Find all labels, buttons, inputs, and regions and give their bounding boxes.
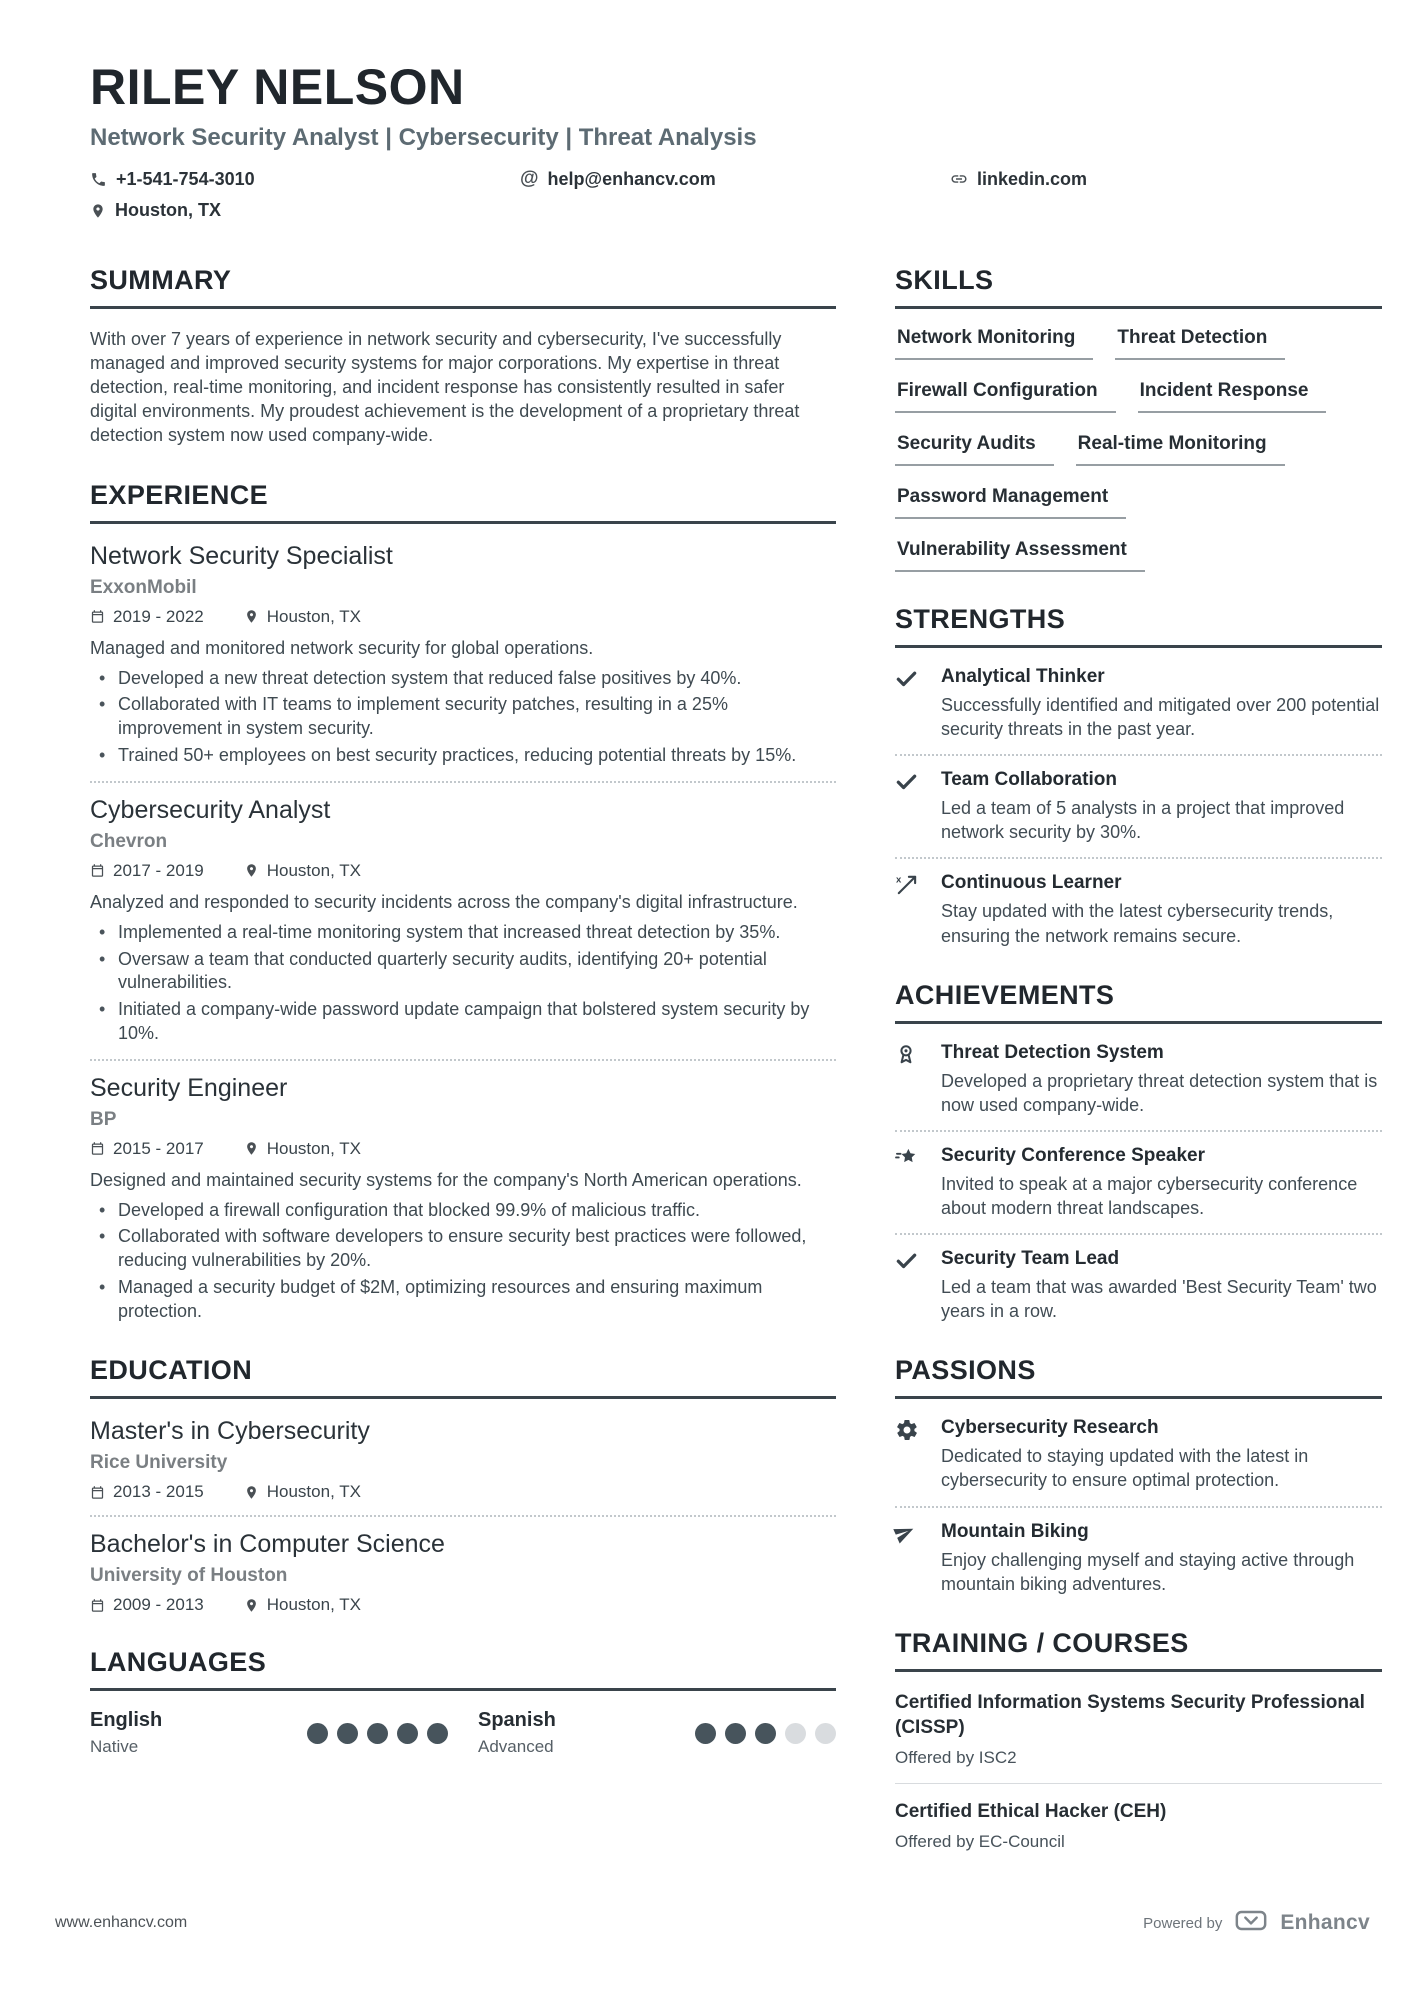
calendar-icon	[90, 1141, 105, 1156]
check-icon	[895, 1248, 941, 1323]
job-description: Managed and monitored network security for global operations.	[90, 637, 594, 658]
location-pin-icon	[244, 1598, 259, 1613]
bullet: • Managed a security budget of $2M, optimizing resources and ensuring maximum protection.	[118, 1276, 836, 1324]
experience-item	[90, 1074, 836, 1324]
passion-description: Enjoy challenging myself and staying active through mountain biking adventures.	[941, 1549, 1355, 1594]
skill-tag: Security Audits	[895, 433, 1054, 466]
bullet: • Collaborated with IT teams to implement security patches, resulting in a 25% improvement in system security.	[118, 693, 836, 741]
date-range: 2013 - 2015	[90, 1482, 204, 1502]
bullet: • Implemented a real-time monitoring system that increased threat detection by 35%.	[118, 921, 836, 945]
language-name: Spanish	[478, 1709, 556, 1732]
job-title: Network Security Specialist	[90, 541, 393, 570]
rating-dot	[307, 1723, 328, 1744]
achievements-heading: ACHIEVEMENTS	[895, 980, 1382, 1024]
summary-section	[90, 265, 836, 448]
passions-heading: PASSIONS	[895, 1355, 1382, 1399]
rating-dot	[755, 1723, 776, 1744]
rating-dot	[725, 1723, 746, 1744]
location-pin-icon	[90, 203, 106, 219]
link-icon	[950, 170, 968, 188]
star-icon	[895, 1145, 941, 1220]
achievement-title: Threat Detection System	[941, 1041, 1164, 1063]
languages-section	[90, 1647, 836, 1757]
achievement-item	[895, 1145, 1382, 1220]
bullet: • Developed a new threat detection system that reduced false positives by 40%.	[118, 667, 836, 691]
strength-item	[895, 872, 1382, 947]
skill-tag: Threat Detection	[1115, 327, 1285, 360]
job-bullets	[90, 921, 836, 1046]
right-column	[895, 265, 1382, 1884]
divider	[895, 857, 1382, 859]
summary-text: With over 7 years of experience in network security and cybersecurity, I've successfully managed and improved security systems for major corporations. My expertise in threat detection, real-time monitoring, and incident response has consistently resulted in safer digital environments. My proudest achievement is the development of a proprietary threat detection system now used company-wide.	[90, 329, 800, 446]
date-range: 2009 - 2013	[90, 1595, 204, 1615]
course-title: Certified Information Systems Security Professional (CISSP)	[895, 1691, 1365, 1738]
resume-header	[90, 58, 1382, 221]
school-location: Houston, TX	[244, 1595, 361, 1615]
phone-icon	[90, 171, 107, 188]
job-location: Houston, TX	[244, 1139, 361, 1159]
strength-title: Continuous Learner	[941, 872, 1122, 894]
achievement-title: Security Conference Speaker	[941, 1144, 1206, 1166]
contact-row	[90, 168, 1382, 190]
date-range: 2019 - 2022	[90, 607, 204, 627]
skill-list	[895, 327, 1382, 572]
training-heading: TRAINING / COURSES	[895, 1628, 1382, 1672]
strength-description: Stay updated with the latest cybersecurity trends, ensuring the network remains secure.	[941, 901, 1334, 946]
divider	[90, 1059, 836, 1061]
brand-name: Enhancv	[1280, 1911, 1370, 1934]
location-text: Houston, TX	[115, 200, 221, 220]
divider	[895, 1506, 1382, 1508]
rating-dot	[397, 1723, 418, 1744]
bullet: • Collaborated with software developers to ensure security best practices were followed, reducing vulnerabilities by 20%.	[118, 1225, 836, 1273]
check-icon	[895, 769, 941, 844]
training-section	[895, 1628, 1382, 1852]
achievements-section	[895, 980, 1382, 1324]
language-level: Advanced	[478, 1737, 554, 1757]
enhancv-logo-icon	[1234, 1909, 1268, 1937]
achievement-description: Developed a proprietary threat detection system that is now used company-wide.	[941, 1070, 1378, 1115]
calendar-icon	[90, 1485, 105, 1500]
course-provider: Offered by EC-Council	[895, 1831, 1065, 1851]
divider	[90, 1515, 836, 1517]
growth-arrow-icon	[895, 872, 941, 947]
left-column	[90, 265, 836, 1884]
calendar-icon	[90, 863, 105, 878]
date-range: 2015 - 2017	[90, 1139, 204, 1159]
degree-title: Master's in Cybersecurity	[90, 1417, 370, 1446]
page-footer	[55, 1909, 1370, 1937]
passion-title: Mountain Biking	[941, 1520, 1089, 1542]
rating-dot	[427, 1723, 448, 1744]
job-title: Cybersecurity Analyst	[90, 795, 331, 824]
strengths-section	[895, 604, 1382, 948]
course-title: Certified Ethical Hacker (CEH)	[895, 1800, 1167, 1822]
passion-item	[895, 1417, 1382, 1492]
svg-text:x: x	[895, 875, 902, 887]
phone-number: +1-541-754-3010	[116, 168, 255, 189]
job-headline: Network Security Analyst | Cybersecurity | Threat Analysis	[90, 124, 757, 151]
location-pin-icon	[244, 863, 259, 878]
language-item	[478, 1709, 836, 1757]
skills-section	[895, 265, 1382, 572]
divider	[895, 1130, 1382, 1132]
skill-tag: Real-time Monitoring	[1076, 433, 1285, 466]
job-description: Analyzed and responded to security incidents across the company's digital infrastructure.	[90, 891, 798, 912]
date-range: 2017 - 2019	[90, 861, 204, 881]
bullet: • Trained 50+ employees on best security practices, reducing potential threats by 15%.	[118, 744, 836, 768]
school-location: Houston, TX	[244, 1482, 361, 1502]
strength-description: Led a team of 5 analysts in a project that improved network security by 30%.	[941, 798, 1345, 843]
at-icon: @	[520, 168, 539, 189]
bullet: • Initiated a company-wide password update campaign that bolstered system security by 10%.	[118, 998, 836, 1046]
language-rating	[695, 1723, 836, 1744]
language-rating	[307, 1723, 448, 1744]
language-name: English	[90, 1709, 163, 1732]
job-bullets	[90, 1199, 836, 1324]
education-item	[90, 1417, 836, 1502]
calendar-icon	[90, 1598, 105, 1613]
divider	[895, 754, 1382, 756]
powered-by[interactable]	[1143, 1909, 1370, 1937]
achievement-description: Invited to speak at a major cybersecurity conference about modern threat landscapes.	[941, 1173, 1358, 1218]
skill-tag: Password Management	[895, 486, 1126, 519]
strengths-heading: STRENGTHS	[895, 604, 1382, 648]
bullet: • Oversaw a team that conducted quarterly security audits, identifying 20+ potential vulnerabilities.	[118, 948, 836, 996]
strength-item	[895, 769, 1382, 844]
skill-tag: Firewall Configuration	[895, 380, 1116, 413]
skill-tag: Network Monitoring	[895, 327, 1093, 360]
divider	[895, 1783, 1382, 1784]
language-item	[90, 1709, 478, 1757]
achievement-description: Led a team that was awarded 'Best Security Team' two years in a row.	[941, 1277, 1377, 1322]
location-contact	[90, 200, 1382, 221]
paper-plane-icon	[895, 1521, 941, 1596]
education-heading: EDUCATION	[90, 1355, 836, 1399]
passions-section	[895, 1355, 1382, 1595]
skill-tag: Vulnerability Assessment	[895, 539, 1145, 572]
skill-tag: Incident Response	[1138, 380, 1327, 413]
check-icon	[895, 666, 941, 741]
language-level: Native	[90, 1737, 139, 1757]
experience-item	[90, 542, 836, 768]
job-location: Houston, TX	[244, 861, 361, 881]
gears-icon	[895, 1417, 941, 1492]
education-section	[90, 1355, 836, 1615]
education-item	[90, 1530, 836, 1615]
company-name: BP	[90, 1108, 117, 1130]
calendar-icon	[90, 609, 105, 624]
linkedin-url[interactable]: linkedin.com	[977, 168, 1088, 189]
job-description: Designed and maintained security systems for the company's North American operations.	[90, 1169, 802, 1190]
course-item	[895, 1799, 1382, 1852]
rating-dot	[337, 1723, 358, 1744]
company-name: ExxonMobil	[90, 576, 197, 598]
degree-title: Bachelor's in Computer Science	[90, 1530, 445, 1559]
website-link[interactable]: www.enhancv.com	[55, 1914, 188, 1931]
bullet: • Developed a firewall configuration that blocked 99.9% of malicious traffic.	[118, 1199, 836, 1223]
location-pin-icon	[244, 1141, 259, 1156]
achievement-item	[895, 1248, 1382, 1323]
skills-heading: SKILLS	[895, 265, 1382, 309]
strength-item	[895, 666, 1382, 741]
achievement-title: Security Team Lead	[941, 1248, 1120, 1270]
email-contact[interactable]	[520, 168, 950, 190]
rating-dot	[367, 1723, 388, 1744]
rating-dot	[695, 1723, 716, 1744]
job-title: Security Engineer	[90, 1073, 288, 1102]
passion-item	[895, 1521, 1382, 1596]
achievement-item	[895, 1042, 1382, 1117]
email-address[interactable]: help@enhancv.com	[547, 168, 716, 189]
divider	[90, 781, 836, 783]
experience-item	[90, 796, 836, 1046]
linkedin-contact[interactable]	[950, 169, 1382, 190]
strength-description: Successfully identified and mitigated over 200 potential security threats in the past year.	[941, 695, 1380, 740]
phone-contact	[90, 169, 520, 190]
experience-heading: EXPERIENCE	[90, 480, 836, 524]
rating-dot	[815, 1723, 836, 1744]
course-item	[895, 1690, 1382, 1768]
job-location: Houston, TX	[244, 607, 361, 627]
strength-title: Team Collaboration	[941, 769, 1117, 791]
company-name: Chevron	[90, 830, 168, 852]
summary-heading: SUMMARY	[90, 265, 836, 309]
course-provider: Offered by ISC2	[895, 1747, 1017, 1767]
rating-dot	[785, 1723, 806, 1744]
experience-section	[90, 480, 836, 1324]
location-pin-icon	[244, 609, 259, 624]
location-pin-icon	[244, 1485, 259, 1500]
school-name: University of Houston	[90, 1565, 288, 1587]
strength-title: Analytical Thinker	[941, 666, 1105, 687]
medal-icon	[895, 1042, 941, 1117]
passion-description: Dedicated to staying updated with the latest in cybersecurity to ensure optimal protection.	[941, 1446, 1309, 1491]
person-name: RILEY NELSON	[90, 59, 465, 115]
powered-by-label: Powered by	[1143, 1914, 1223, 1932]
divider	[895, 1233, 1382, 1235]
school-name: Rice University	[90, 1452, 228, 1474]
languages-heading: LANGUAGES	[90, 1647, 836, 1691]
passion-title: Cybersecurity Research	[941, 1417, 1159, 1439]
job-bullets	[90, 667, 836, 768]
